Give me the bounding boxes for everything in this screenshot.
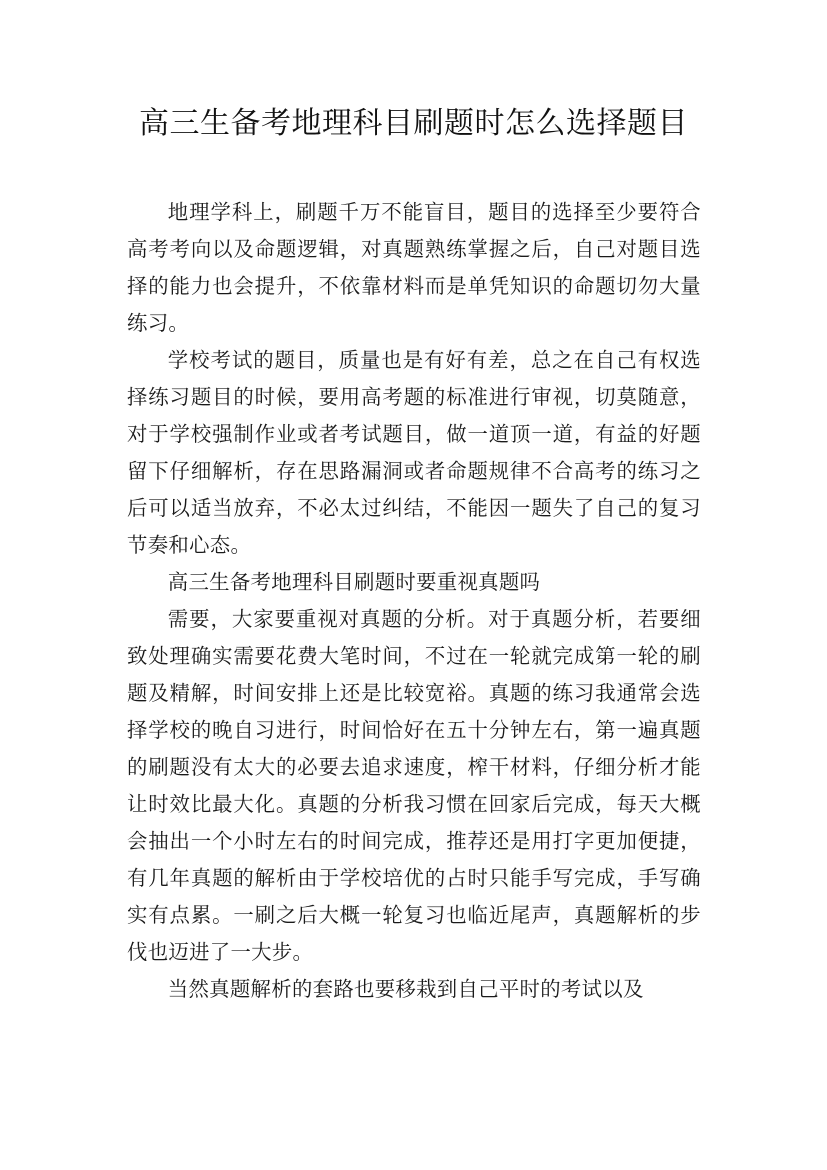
paragraph-4: 当然真题解析的套路也要移栽到自己平时的考试以及 (167, 977, 644, 1001)
paragraph-3: 需要，大家要重视对真题的分析。对于真题分析，若要细致处理确实需要花费大笔时间，不过在一轮就完成第一轮的刷题及精解，时间安排上还是比较宽裕。真题的练习我通常会选择学校的晚自习进行，时间恰好在五十分钟左右，第一遍真题的刷题没有太大的必要去追求速度，榨干材料，仔细分析才能让时效比最大化。真题的分析我习惯在回家后完成，每天大概会抽出一个小时左右的时间完成，推荐还是用打字更加便捷，有几年真题的解析由于学校培优的占时只能手写完成，手写确实有点累。一刷之后大概一轮复习也临近尾声，真题解析的步伐也迈进了一大步。 (127, 607, 701, 964)
paragraph-1: 地理学科上，刷题千万不能盲目，题目的选择至少要符合高考考向以及命题逻辑，对真题熟练掌握之后，自己对题目选择的能力也会提升，不依靠材料而是单凭知识的命题切勿大量练习。 (127, 200, 701, 335)
document-body (127, 194, 701, 1008)
paragraph-2: 学校考试的题目，质量也是有好有差，总之在自己有权选择练习题目的时候，要用高考题的标准进行审视，切莫随意，对于学校强制作业或者考试题目，做一道顶一道，有益的好题留下仔细解析，存在思路漏洞或者命题规律不合高考的练习之后可以适当放弃，不必太过纠结，不能因一题失了自己的复习节奏和心态。 (127, 348, 701, 557)
document-title: 高三生备考地理科目刷题时怎么选择题目 (139, 106, 688, 141)
section-heading: 高三生备考地理科目刷题时要重视真题吗 (167, 570, 541, 594)
